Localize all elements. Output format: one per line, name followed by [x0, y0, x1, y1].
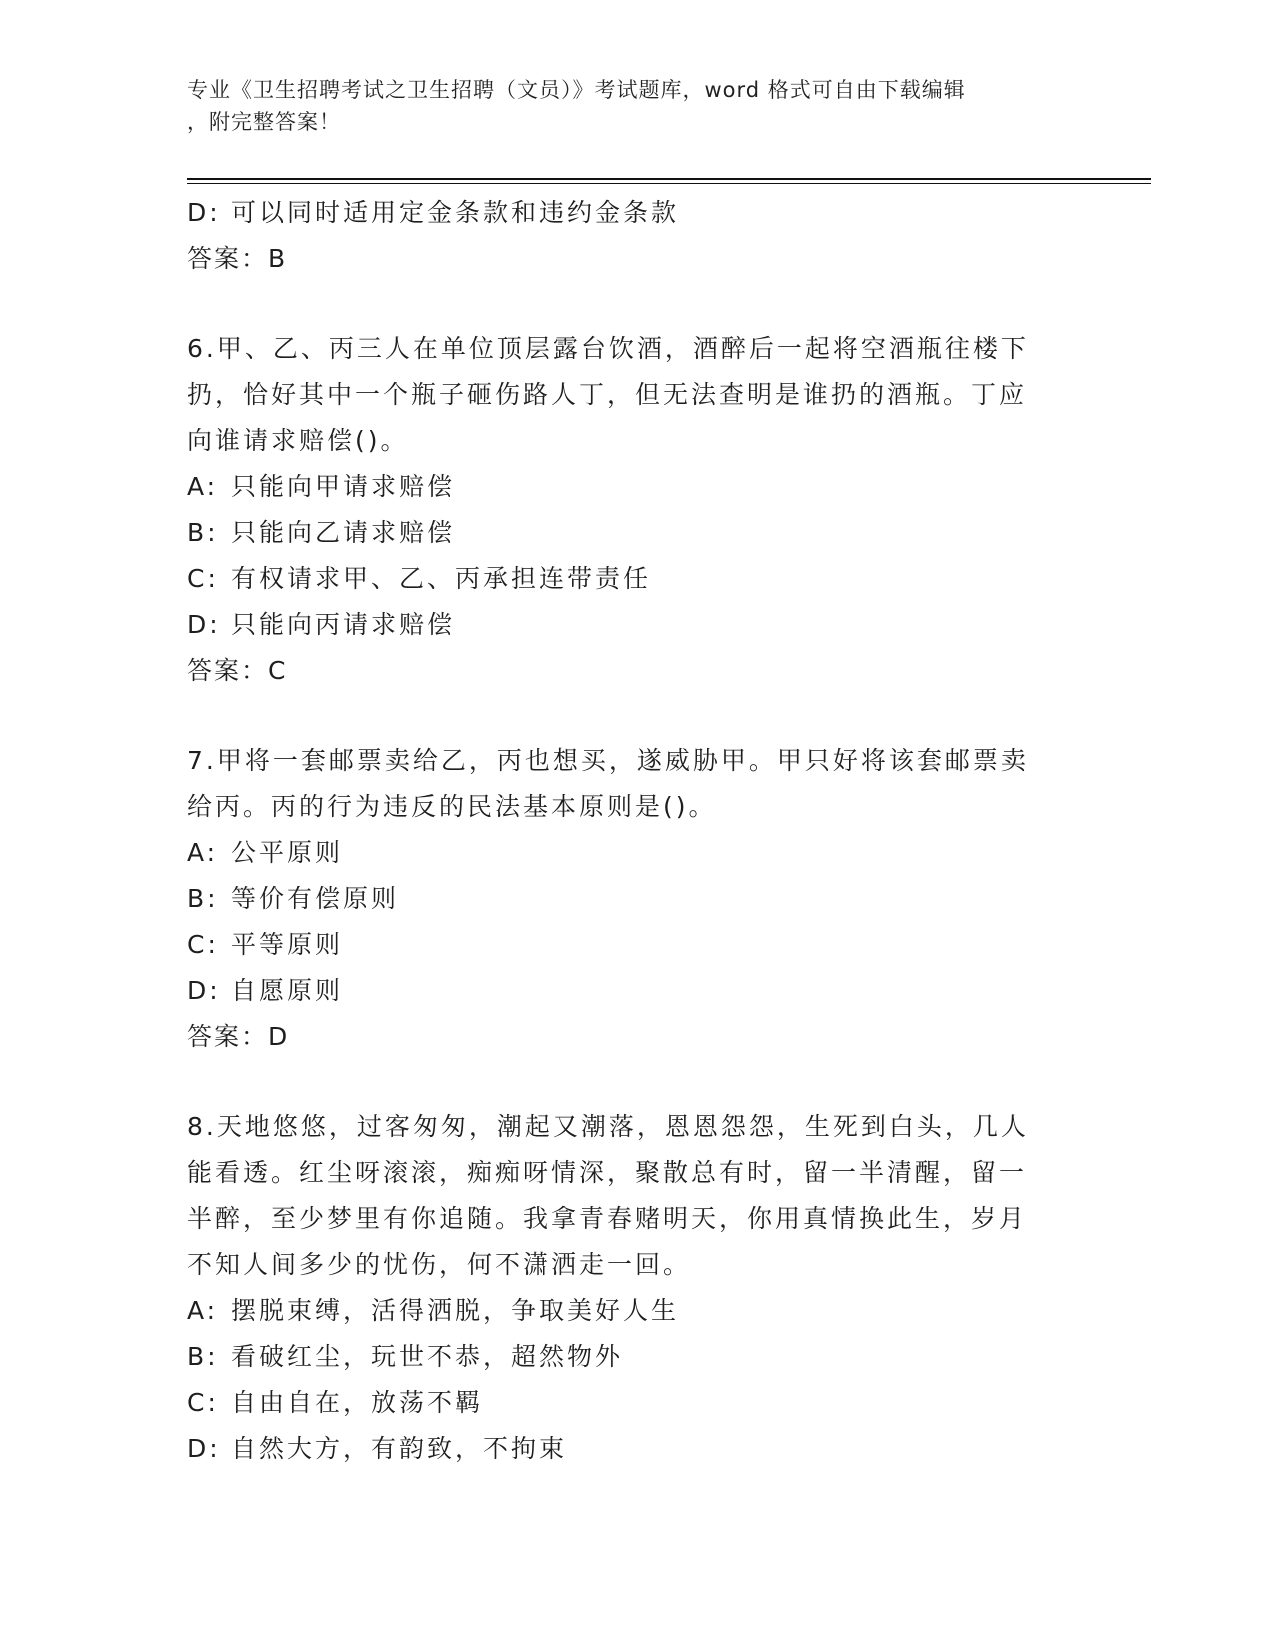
option-label: D:: [187, 1434, 221, 1463]
option-text: 有权请求甲、乙、丙承担连带责任: [231, 564, 652, 593]
answer-line: 答案：C: [187, 656, 288, 685]
option-row: [187, 464, 1067, 510]
question-text-line: 7.甲将一套邮票卖给乙，丙也想买，遂威胁甲。甲只好将该套邮票卖: [187, 746, 1029, 775]
option-label: C:: [187, 564, 219, 593]
option-row: [187, 968, 1067, 1014]
document-body: [187, 190, 1067, 1472]
question-text-line: 8.天地悠悠，过客匆匆，潮起又潮落，恩恩怨怨，生死到白头，几人: [187, 1112, 1029, 1141]
option-text: 自然大方，有韵致，不拘束: [231, 1434, 568, 1463]
option-row: [187, 510, 1067, 556]
header-divider-thin: [187, 183, 1151, 184]
document-header: [187, 74, 1067, 138]
question-block: [187, 738, 1067, 1060]
option-row: [187, 190, 1067, 236]
option-text: 只能向乙请求赔偿: [231, 518, 456, 547]
option-text: 等价有偿原则: [231, 884, 400, 913]
option-label: D:: [187, 610, 221, 639]
question-block: [187, 326, 1067, 694]
header-title-line-2: ，附完整答案！: [187, 110, 341, 134]
option-text: 自由自在，放荡不羁: [231, 1388, 484, 1417]
option-label: A:: [187, 1296, 219, 1325]
option-row: [187, 1426, 1067, 1472]
option-label: B:: [187, 1342, 219, 1371]
option-label: C:: [187, 930, 219, 959]
option-text: 公平原则: [231, 838, 344, 867]
option-label: A:: [187, 472, 219, 501]
option-text: 看破红尘，玩世不恭，超然物外: [231, 1342, 624, 1371]
option-row: [187, 922, 1067, 968]
answer-line: 答案：B: [187, 244, 288, 273]
option-text: 自愿原则: [231, 976, 344, 1005]
option-label: A:: [187, 838, 219, 867]
option-text: 只能向丙请求赔偿: [231, 610, 456, 639]
question-text-line: 扔，恰好其中一个瓶子砸伤路人丁，但无法查明是谁扔的酒瓶。丁应: [187, 380, 1028, 409]
question-text-line: 不知人间多少的忧伤，何不潇洒走一回。: [187, 1250, 692, 1279]
question-text-line: 半醉，至少梦里有你追随。我拿青春赌明天，你用真情换此生，岁月: [187, 1204, 1028, 1233]
header-divider-thick: [187, 178, 1151, 180]
option-text: 摆脱束缚，活得洒脱，争取美好人生: [231, 1296, 680, 1325]
question-text-line: 能看透。红尘呀滚滚，痴痴呀情深，聚散总有时，留一半清醒，留一: [187, 1158, 1028, 1187]
option-text: 只能向甲请求赔偿: [231, 472, 456, 501]
option-label: D:: [187, 976, 221, 1005]
option-label: C:: [187, 1388, 219, 1417]
option-label: B:: [187, 884, 219, 913]
option-text: 可以同时适用定金条款和违约金条款: [231, 198, 680, 227]
option-row: [187, 876, 1067, 922]
answer-line: 答案：D: [187, 1022, 290, 1051]
question-text-line: 给丙。丙的行为违反的民法基本原则是()。: [187, 792, 717, 821]
option-label: B:: [187, 518, 219, 547]
question-text-line: 6.甲、乙、丙三人在单位顶层露台饮酒，酒醉后一起将空酒瓶往楼下: [187, 334, 1029, 363]
option-row: [187, 1288, 1067, 1334]
option-row: [187, 1334, 1067, 1380]
option-row: [187, 602, 1067, 648]
question-text-line: 向谁请求赔偿()。: [187, 426, 409, 455]
question-block: [187, 1104, 1067, 1472]
option-row: [187, 556, 1067, 602]
option-row: [187, 830, 1067, 876]
option-text: 平等原则: [231, 930, 344, 959]
header-title-line-1: 专业《卫生招聘考试之卫生招聘（文员）》考试题库，word 格式可自由下载编辑: [187, 78, 966, 102]
option-label: D:: [187, 198, 221, 227]
option-row: [187, 1380, 1067, 1426]
